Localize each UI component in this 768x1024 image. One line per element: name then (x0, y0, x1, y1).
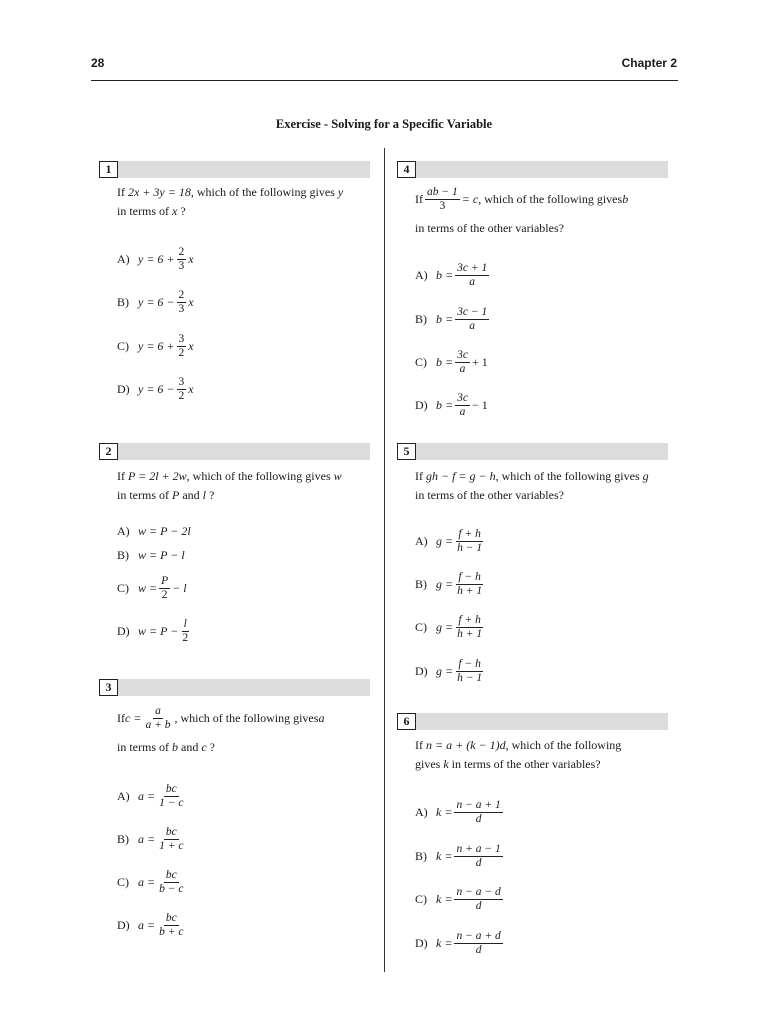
question-1-option-c[interactable]: C) y = 6 + $\frac{3}{2}$ x (117, 333, 194, 359)
question-1-header (99, 161, 370, 178)
question-6-option-a[interactable]: A) k = $\frac{n - a + 1}{d}$ (415, 799, 501, 825)
question-6-header (397, 713, 668, 730)
question-2-option-c[interactable]: C) w = $\frac{P}{2}$ − l (117, 575, 187, 601)
question-4-header (397, 161, 668, 178)
question-4-text-line2: in terms of the other variables? (415, 221, 564, 235)
question-4-option-a[interactable]: A) b = $\frac{3c + 1}{a}$ (415, 262, 488, 288)
question-number: 3 (99, 679, 118, 696)
question-2-text: If P = 2l + 2w, which of the following gives w in terms of P and l ? (117, 469, 342, 502)
question-3-option-b[interactable]: B) a = $\frac{bc}{1 + c}$ (117, 826, 184, 852)
question-2-header (99, 443, 370, 460)
question-number: 6 (397, 713, 416, 730)
page-number: 28 (91, 56, 105, 70)
question-1-option-d[interactable]: D) y = 6 − $\frac{3}{2}$ x (117, 376, 194, 402)
question-5-option-b[interactable]: B) g = $\frac{f - h}{h + 1}$ (415, 571, 483, 597)
question-2-option-b[interactable]: B) w = P − l (117, 548, 185, 562)
question-number: 1 (99, 161, 118, 178)
question-number: 5 (397, 443, 416, 460)
question-5-option-c[interactable]: C) g = $\frac{f + h}{h + 1}$ (415, 614, 483, 640)
question-number: 4 (397, 161, 416, 178)
question-5-option-a[interactable]: A) g = $\frac{f + h}{h - 1}$ (415, 528, 483, 554)
question-6-option-c[interactable]: C) k = $\frac{n - a - d}{d}$ (415, 886, 501, 912)
question-3-option-d[interactable]: D) a = $\frac{bc}{b + c}$ (117, 912, 184, 938)
question-5-header (397, 443, 668, 460)
question-3-text: If c = $\frac{a}{a + b}$ , which of the following gives a (117, 705, 325, 731)
question-6-text: If n = a + (k − 1)d, which of the following gives k in terms of the other variables? (415, 738, 622, 771)
question-3-option-c[interactable]: C) a = $\frac{bc}{b - c}$ (117, 869, 184, 895)
question-1-option-a[interactable]: A) y = 6 + $\frac{2}{3}$ x (117, 246, 194, 272)
question-1-option-b[interactable]: B) y = 6 − $\frac{2}{3}$ x (117, 289, 194, 315)
question-4-text: If $\frac{ab - 1}{3}$ = c , which of the following gives b (415, 186, 629, 212)
question-4-option-b[interactable]: B) b = $\frac{3c - 1}{a}$ (415, 306, 488, 332)
question-4-option-d[interactable]: D) b = $\frac{3c}{a}$ − 1 (415, 392, 488, 418)
question-6-option-d[interactable]: D) k = $\frac{n - a + d}{d}$ (415, 930, 501, 956)
question-2-option-d[interactable]: D) w = P − $\frac{l}{2}$ (117, 618, 189, 644)
exercise-title: Exercise - Solving for a Specific Variable (275, 117, 493, 131)
question-3-header (99, 679, 370, 696)
question-3-text-line2: in terms of b and c ? (117, 740, 215, 754)
question-5-option-d[interactable]: D) g = $\frac{f - h}{h - 1}$ (415, 658, 483, 684)
question-4-option-c[interactable]: C) b = $\frac{3c}{a}$ + 1 (415, 349, 488, 375)
question-5-text: If gh − f = g − h, which of the following gives g in terms of the other variables? (415, 469, 649, 502)
question-6-option-b[interactable]: B) k = $\frac{n + a - 1}{d}$ (415, 843, 501, 869)
question-1-text: If 2x + 3y = 18, which of the following gives y in terms of x ? (117, 185, 344, 218)
question-number: 2 (99, 443, 118, 460)
question-2-option-a[interactable]: A) w = P − 2l (117, 524, 191, 538)
column-divider (384, 148, 385, 972)
question-3-option-a[interactable]: A) a = $\frac{bc}{1 - c}$ (117, 783, 184, 809)
chapter-label: Chapter 2 (621, 56, 677, 70)
header-rule (91, 80, 678, 81)
